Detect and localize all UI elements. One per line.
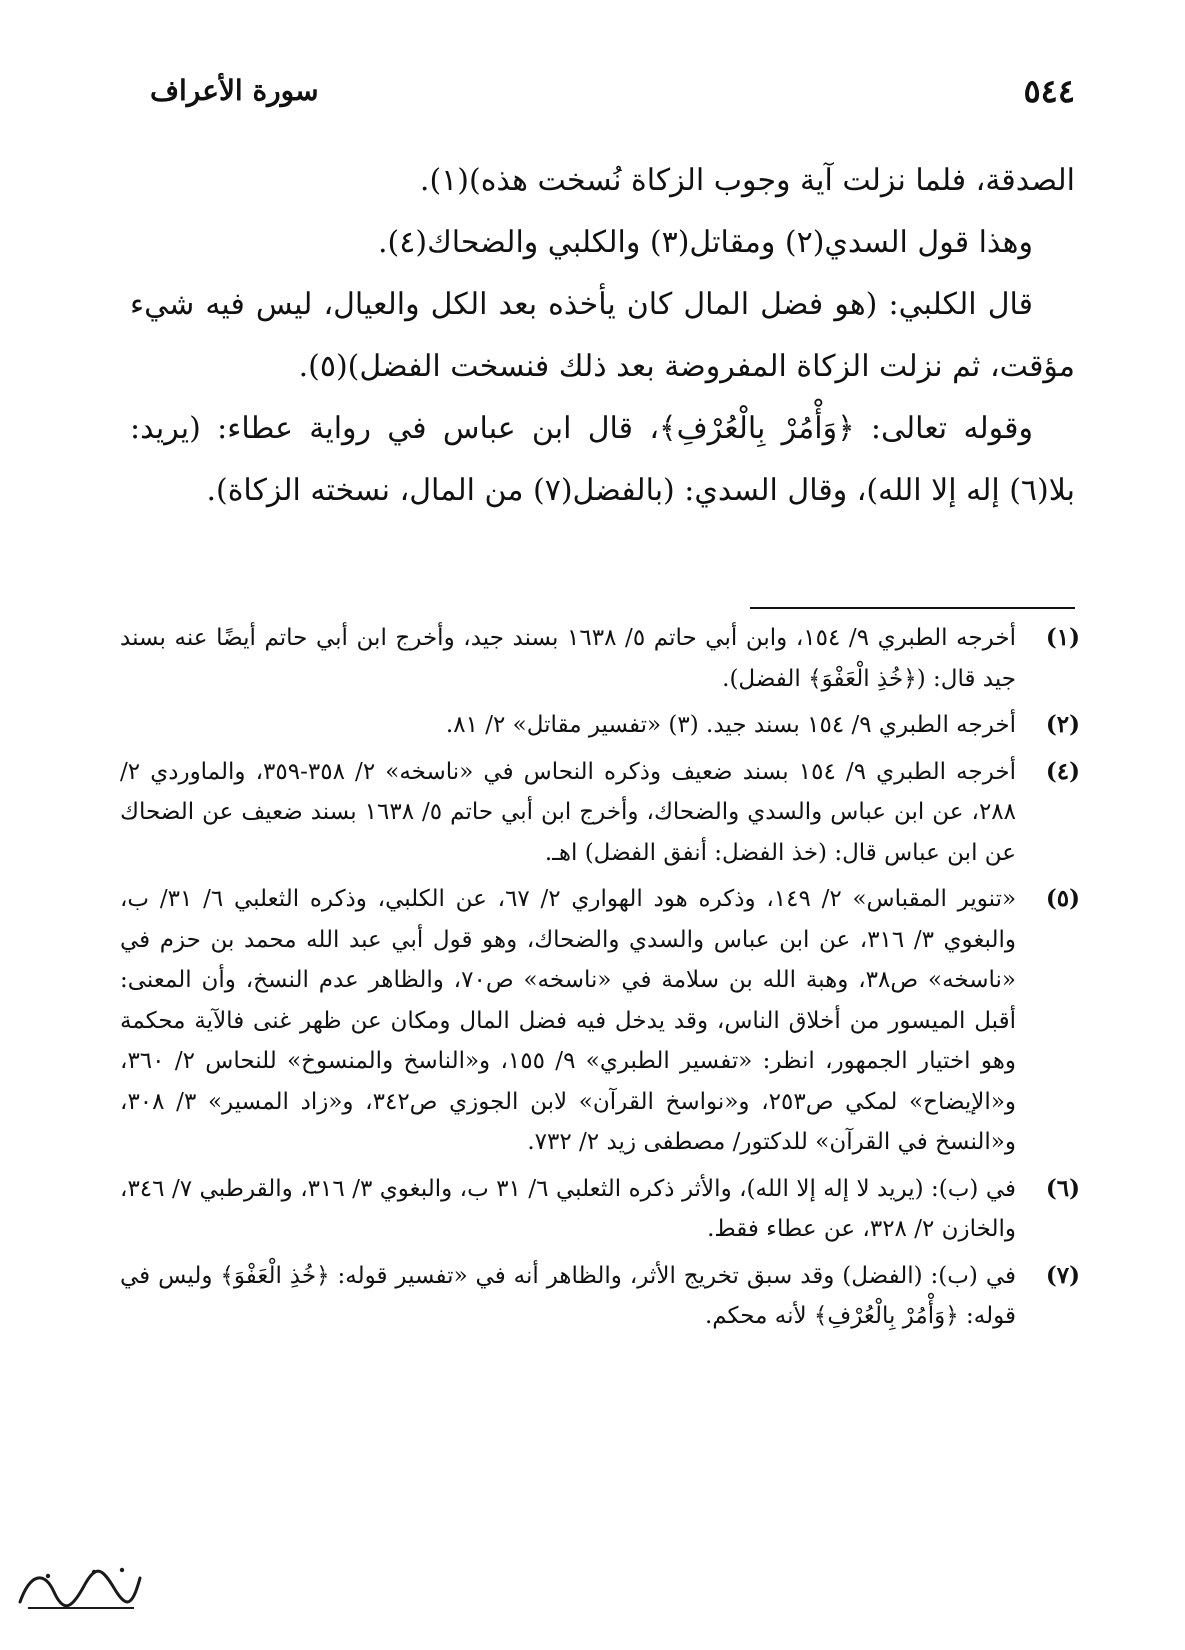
footnote-separator (750, 607, 1075, 609)
body-paragraph-1: الصدقة، فلما نزلت آية وجوب الزكاة نُسخت هذه)(١). (419, 163, 1075, 198)
footnote-5 (120, 879, 1080, 1163)
main-body-text (130, 150, 1075, 522)
surah-title: سورة الأعراف (150, 74, 319, 107)
footnote-text: في (ب): (الفضل) وقد سبق تخريج الأثر، والظاهر أنه في «تفسير قوله: ﴿خُذِ الْعَفْوَ﴾ وليس في قوله: ﴿وَأْمُرْ بِالْعُرْفِ﴾ لأنه محكم. (120, 1262, 1016, 1329)
footnote-4 (120, 752, 1080, 874)
footnote-text: أخرجه الطبري ٩/ ١٥٤ بسند جيد. (٣) «تفسير مقاتل» ٢/ ٨١. (445, 712, 1016, 738)
body-paragraph-3: قال الكلبي: (هو فضل المال كان يأخذه بعد الكل والعيال، ليس فيه شيء مؤقت، ثم نزلت الزكاة المفروضة بعد ذلك فنسخت الفضل)(٥). (130, 287, 1075, 384)
page-header (150, 72, 1075, 122)
footnote-number: (١) (1045, 624, 1080, 651)
footnote-text: أخرجه الطبري ٩/ ١٥٤، وابن أبي حاتم ٥/ ١٦٣٨ بسند جيد، وأخرج ابن أبي حاتم أيضًا عنه بسند جيد قال: (﴿خُذِ الْعَفْوَ﴾ الفضل). (120, 625, 1016, 692)
footnote-2 (120, 705, 1080, 746)
body-paragraph-2: وهذا قول السدي(٢) ومقاتل(٣) والكلبي والضحاك(٤). (377, 225, 1033, 260)
footnotes-section (120, 618, 1080, 1343)
footnote-text: في (ب): (يريد لا إله إلا الله)، والأثر ذكره الثعلبي ٦/ ٣١ ب، والبغوي ٣/ ٣١٦، والقرطبي ٧/ ٣٤٦، والخازن ٢/ ٣٢٨، عن عطاء فقط. (120, 1175, 1017, 1242)
footnote-number: (٦) (1045, 1174, 1080, 1202)
footnote-text: «تنوير المقباس» ٢/ ١٤٩، وذكره هود الهواري ٢/ ٦٧، عن الكلبي، وذكره الثعلبي ٦/ ٣١/ ب، والبغوي ٣/ ٣١٦، عن ابن عباس والسدي والضحاك، وهو قول أبي عبد الله محمد بن حزم في «ناسخه» ص٣٨، وهبة الله بن سلامة في «ناسخه» ص٧٠، والظاهر عدم النسخ، وأن المعنى: أقبل الميسور من أخلاق الناس، وقد يدخل فيه فضل المال ومكان عن ظهر غنى فالآية محكمة وهو اختيار الجمهور، انظر: «تفسير الطبري» ٩/ ١٥٥، و«الناسخ والمنسوخ» للنحاس ٢/ ٣٦٠، و«الإيضاح» لمكي ص٢٥٣، و«نواسخ القرآن» لابن الجوزي ص٣٤٢، و«زاد المسير» ٣/ ٣٠٨، و«النسخ في القرآن» للدكتور/ مصطفى زيد ٢/ ٧٣٢. (120, 886, 1017, 1155)
footnote-text: أخرجه الطبري ٩/ ١٥٤ بسند ضعيف وذكره النحاس في «ناسخه» ٢/ ٣٥٨-٣٥٩، والماوردي ٢/ ٢٨٨، عن ابن عباس والسدي والضحاك، وأخرج ابن أبي حاتم ٥/ ١٦٣٨ بسند ضعيف عن الضحاك عن ابن عباس قال: (خذ الفضل: أنفق الفضل) اهـ. (120, 758, 1017, 866)
footnote-1 (120, 618, 1080, 699)
footnote-number: (٢) (1045, 711, 1080, 738)
footnote-number: (٤) (1045, 757, 1080, 785)
footnote-number: (٥) (1045, 885, 1080, 912)
footnote-7 (120, 1256, 1080, 1337)
body-paragraph-4: وقوله تعالى: ﴿وَأْمُرْ بِالْعُرْفِ﴾، قال ابن عباس في رواية عطاء: (يريد: بلا(٦) إله إلا الله)، وقال السدي: (بالفضل(٧) من المال، نسخته الزكاة). (130, 411, 1075, 508)
page-number: ٥٤٤ (1023, 72, 1075, 110)
footnote-6 (120, 1169, 1080, 1250)
calligraphy-stamp-logo (10, 1558, 148, 1620)
footnote-number: (٧) (1045, 1261, 1080, 1289)
